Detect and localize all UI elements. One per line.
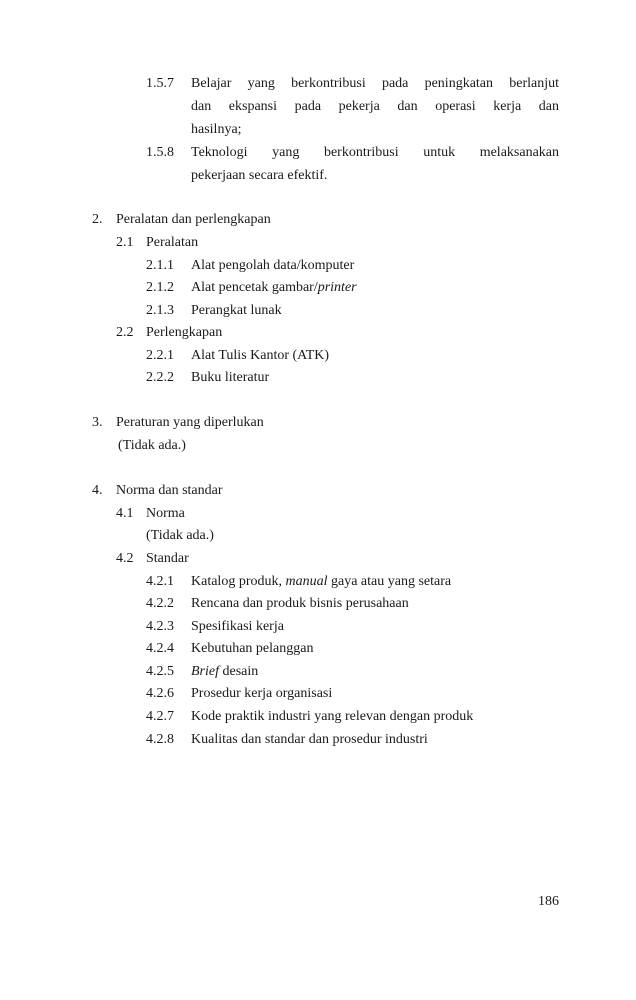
page-number: 186 (538, 894, 559, 909)
subsection-title: Norma (146, 506, 185, 521)
item-text-part: Prosedur kerja organisasi (191, 686, 333, 701)
item-number: 4.2.3 (146, 619, 174, 634)
section-number: 3. (92, 415, 103, 430)
item-number: 1.5.7 (146, 76, 174, 91)
item-text: hasilnya; (191, 122, 242, 137)
item-text: Belajar yang berkontribusi pada peningkatan berlanjut (191, 76, 559, 91)
item-text: Perangkat lunak (191, 303, 282, 318)
section-title: Peraturan yang diperlukan (116, 415, 264, 430)
item-text-italic: printer (317, 280, 357, 295)
subsection-note: (Tidak ada.) (146, 528, 214, 543)
item-text-italic: manual (285, 574, 328, 589)
subsection-title: Perlengkapan (146, 325, 223, 340)
item-number: 4.2.8 (146, 732, 174, 747)
item-text (191, 685, 332, 703)
item-number: 4.2.1 (146, 574, 174, 589)
subsection-number: 4.1 (116, 506, 134, 521)
subsection-number: 2.1 (116, 235, 134, 250)
subsection-title: Standar (146, 551, 189, 566)
item-number: 2.1.3 (146, 303, 174, 318)
item-text: dan ekspansi pada pekerja dan operasi kerja dan (191, 99, 559, 114)
item-text: Alat pengolah data/komputer (191, 258, 355, 273)
item-text-part: Katalog produk, (191, 574, 286, 589)
subsection-number: 2.2 (116, 325, 134, 340)
item-number: 4.2.7 (146, 709, 174, 724)
item-text-part: Alat pencetak gambar/ (191, 280, 318, 295)
item-text-part: Rencana dan produk bisnis perusahaan (191, 596, 409, 611)
section-note: (Tidak ada.) (118, 438, 186, 453)
item-text (191, 618, 284, 636)
item-text: Teknologi yang berkontribusi untuk melaksanakan (191, 145, 559, 160)
item-text-part: desain (219, 664, 259, 679)
section-number: 4. (92, 483, 103, 498)
item-number: 2.2.1 (146, 348, 174, 363)
item-text (191, 595, 409, 613)
item-number: 4.2.4 (146, 641, 174, 656)
item-text: pekerjaan secara efektif. (191, 168, 328, 183)
item-number: 2.2.2 (146, 370, 174, 385)
item-text (191, 708, 473, 726)
item-number: 4.2.5 (146, 664, 174, 679)
section-title: Peralatan dan perlengkapan (116, 212, 271, 227)
item-text-part: Kode praktik industri yang relevan dengan produk (191, 709, 474, 724)
item-text (191, 279, 357, 297)
item-number: 4.2.6 (146, 686, 174, 701)
section-number: 2. (92, 212, 103, 227)
item-text: Buku literatur (191, 370, 270, 385)
item-text (191, 640, 313, 658)
item-text-part: Kebutuhan pelanggan (191, 641, 314, 656)
item-text-part: gaya atau yang setara (327, 574, 452, 589)
item-text: Alat Tulis Kantor (ATK) (191, 348, 330, 363)
item-number: 1.5.8 (146, 145, 174, 160)
section-title: Norma dan standar (116, 483, 223, 498)
item-number: 2.1.1 (146, 258, 174, 273)
item-text-italic: Brief (191, 664, 219, 679)
item-number: 2.1.2 (146, 280, 174, 295)
subsection-number: 4.2 (116, 551, 134, 566)
item-text (191, 573, 451, 591)
subsection-title: Peralatan (146, 235, 199, 250)
item-text (191, 663, 258, 681)
item-text (191, 731, 428, 749)
item-text-part: Spesifikasi kerja (191, 619, 284, 634)
item-text-part: Kualitas dan standar dan prosedur industri (191, 732, 428, 747)
item-number: 4.2.2 (146, 596, 174, 611)
